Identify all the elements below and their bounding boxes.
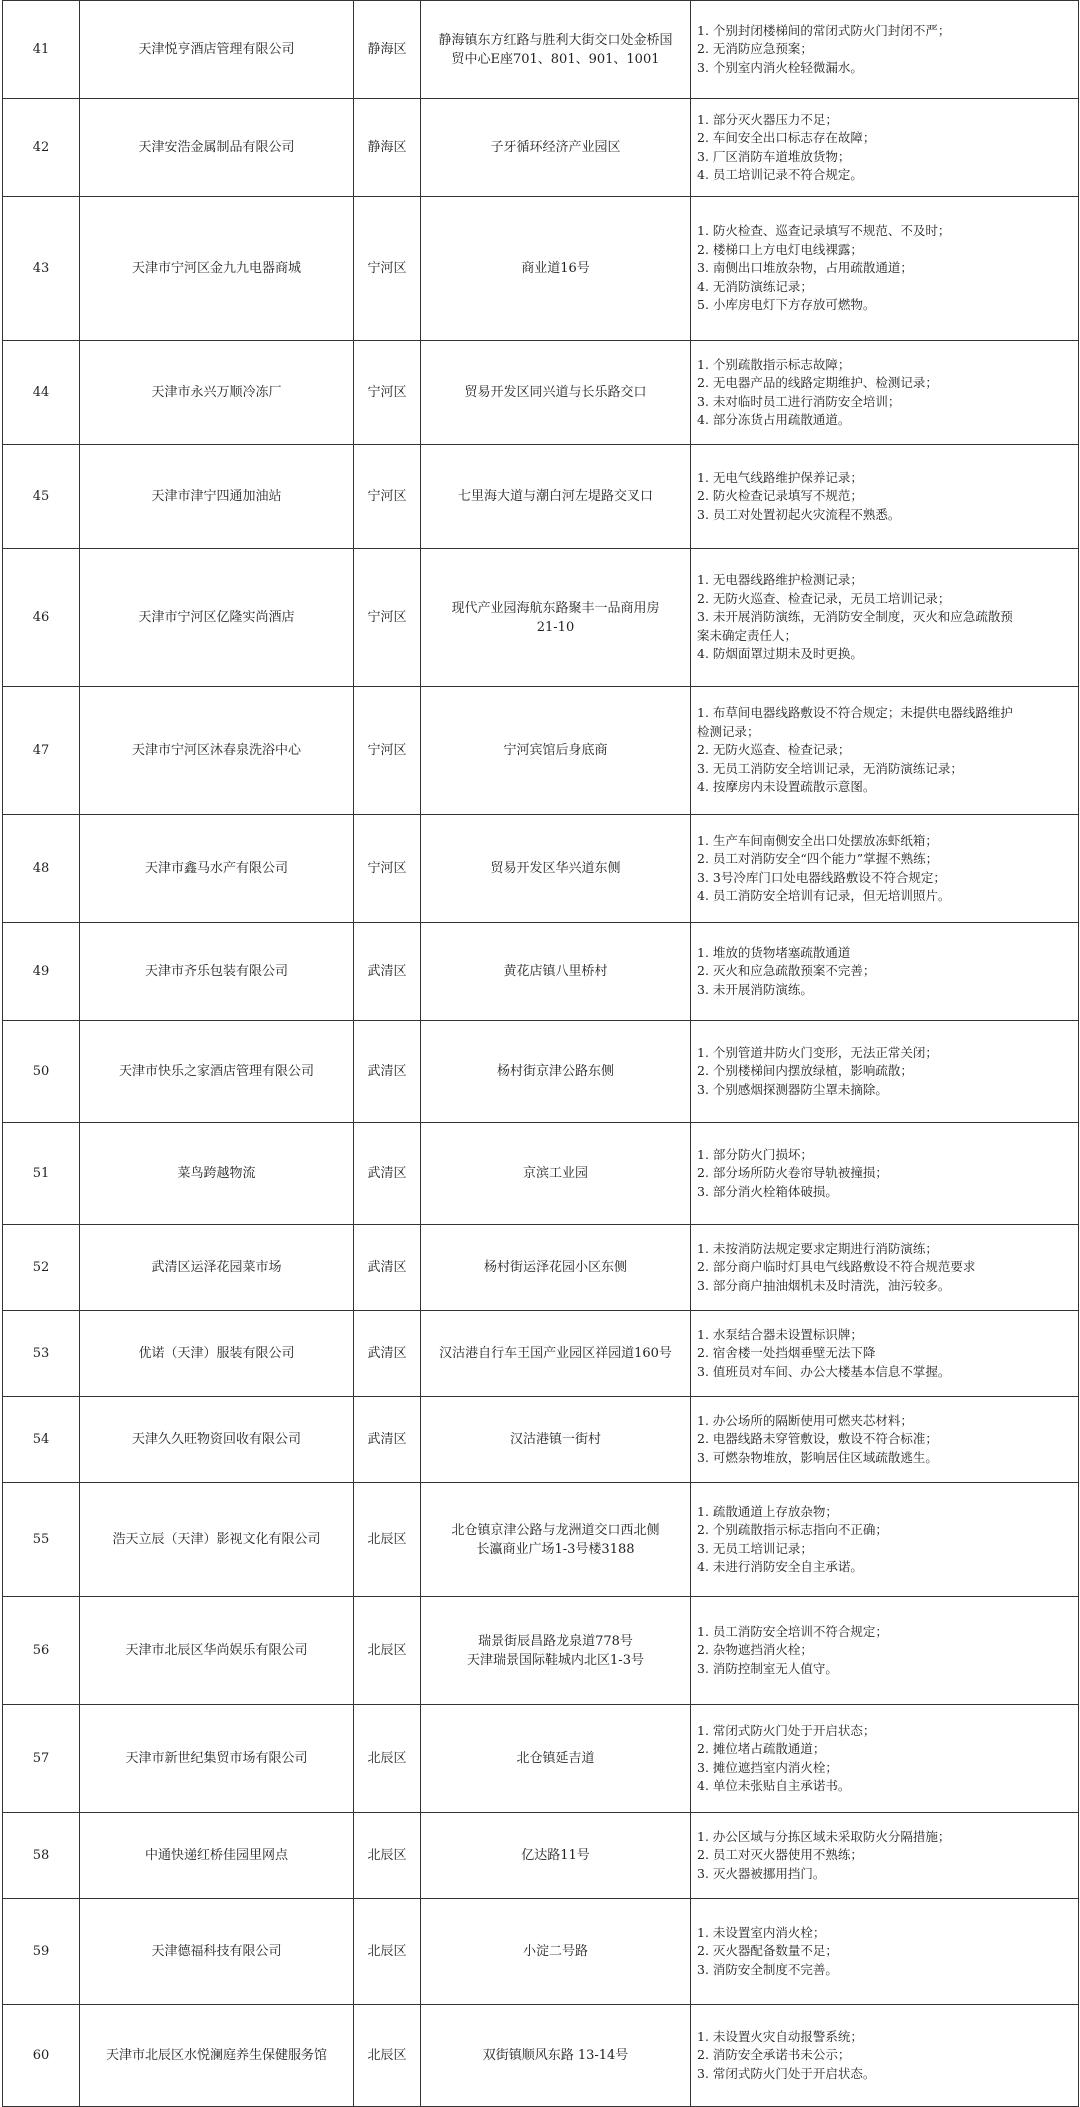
address <box>421 1899 691 2005</box>
table-row <box>3 1483 1079 1597</box>
issue-item: 3. 常闭式防火门处于开启状态。 <box>697 2065 876 2081</box>
company-name: 天津悦亨酒店管理有限公司 <box>80 1 354 99</box>
table-row <box>3 1705 1079 1813</box>
table-row <box>3 99 1079 197</box>
issue-item: 4. 部分冻货占用疏散通道。 <box>697 412 851 427</box>
company-name: 天津市快乐之家酒店管理有限公司 <box>80 1021 354 1123</box>
issues-list <box>691 1 1079 99</box>
table-row <box>3 687 1079 815</box>
district: 北辰区 <box>354 2005 421 2107</box>
issue-item: 3. 员工对处置初起火灾流程不熟悉。 <box>697 506 901 522</box>
issue-item: 1. 部分防火门损坏； <box>697 1146 813 1162</box>
issue-item: 2. 车间安全出口标志存在故障； <box>697 130 876 145</box>
issue-item: 1. 个别疏散指示标志故障； <box>697 356 851 372</box>
address-line: 天津瑞景国际鞋城内北区1-3号 <box>467 1652 644 1668</box>
address-line: 子牙循环经济产业园区 <box>490 140 621 155</box>
table-row <box>3 1225 1079 1311</box>
district: 北辰区 <box>354 1705 421 1813</box>
address-line: 杨村街京津公路东侧 <box>496 1064 614 1079</box>
company-name: 中通快递红桥佳园里网点 <box>80 1813 354 1899</box>
company-name: 天津市永兴万顺冷冻厂 <box>80 341 354 445</box>
address-line: 亿达路11号 <box>521 1848 590 1863</box>
issue-item: 2. 无防火巡查、检查记录，无员工培训记录； <box>697 590 951 606</box>
address-line: 宁河宾馆后身底商 <box>503 743 608 758</box>
issue-item: 3. 消防控制室无人值守。 <box>697 1660 838 1676</box>
address <box>421 1705 691 1813</box>
issue-item: 2. 个别楼梯间内摆放绿植，影响疏散； <box>697 1063 913 1079</box>
issue-item: 1. 办公区域与分拣区域未采取防火分隔措施； <box>697 1828 951 1844</box>
issue-item: 2. 电器线路未穿管敷设，敷设不符合标准； <box>697 1431 938 1447</box>
issue-item: 2. 宿舍楼一处挡烟垂壁无法下降 <box>697 1345 876 1361</box>
row-number: 55 <box>3 1483 80 1597</box>
issue-item: 3. 个别感烟探测器防尘罩未摘除。 <box>697 1081 888 1097</box>
issue-item: 1. 未按消防法规定要求定期进行消防演练； <box>697 1240 938 1256</box>
issue-item: 3. 部分消火栓箱体破损。 <box>697 1183 838 1199</box>
table-row <box>3 815 1079 923</box>
issue-item: 3. 无员工培训记录； <box>697 1540 813 1556</box>
district: 宁河区 <box>354 197 421 341</box>
issue-item: 3. 灭火器被挪用挡门。 <box>697 1865 826 1881</box>
district: 宁河区 <box>354 549 421 687</box>
address <box>421 445 691 549</box>
company-name: 天津市新世纪集贸市场有限公司 <box>80 1705 354 1813</box>
issues-list <box>691 687 1079 815</box>
row-number: 46 <box>3 549 80 687</box>
address-line: 杨村街运泽花园小区东侧 <box>483 1260 627 1275</box>
issues-list <box>691 815 1079 923</box>
issue-item: 1. 部分灭火器压力不足； <box>697 111 838 127</box>
issues-list <box>691 1483 1079 1597</box>
issue-item: 2. 个别疏散指示标志指向不正确； <box>697 1522 888 1537</box>
address-line: 汉沽港镇一街村 <box>509 1432 601 1447</box>
issues-list <box>691 1397 1079 1483</box>
row-number: 52 <box>3 1225 80 1311</box>
table-row <box>3 341 1079 445</box>
issue-item: 3. 厂区消防车道堆放货物； <box>697 148 851 164</box>
issue-item: 2. 杂物遮挡消火栓； <box>697 1642 813 1658</box>
address <box>421 687 691 815</box>
address-line: 21-10 <box>536 619 575 635</box>
row-number: 56 <box>3 1597 80 1705</box>
district: 武清区 <box>354 1123 421 1225</box>
issues-list <box>691 1597 1079 1705</box>
company-name: 优诺（天津）服装有限公司 <box>80 1311 354 1397</box>
address <box>421 1 691 99</box>
issue-item: 案未确定责任人； <box>697 627 798 643</box>
issue-item: 1. 个别封闭楼梯间的常闭式防火门封闭不严； <box>697 22 951 38</box>
issue-item: 3. 南侧出口堆放杂物，占用疏散通道； <box>697 260 913 276</box>
table-row <box>3 1 1079 99</box>
issue-item: 1. 员工消防安全培训不符合规定； <box>697 1623 888 1639</box>
address-line: 汉沽港自行车王国产业园区祥园道160号 <box>439 1346 672 1361</box>
issue-item: 1. 常闭式防火门处于开启状态； <box>697 1722 876 1738</box>
address-line: 贸易开发区同兴道与长乐路交口 <box>464 385 647 400</box>
issue-item: 2. 员工对灭火器使用不熟练； <box>697 1847 863 1863</box>
company-name: 天津安浩金属制品有限公司 <box>80 99 354 197</box>
row-number: 41 <box>3 1 80 99</box>
issue-item: 2. 无消防应急预案； <box>697 41 813 57</box>
issue-item: 1. 个别管道井防火门变形，无法正常关闭； <box>697 1044 938 1060</box>
row-number: 42 <box>3 99 80 197</box>
row-number: 60 <box>3 2005 80 2107</box>
address <box>421 1225 691 1311</box>
table-row <box>3 1021 1079 1123</box>
district: 北辰区 <box>354 1813 421 1899</box>
address <box>421 549 691 687</box>
address <box>421 99 691 197</box>
table-row <box>3 197 1079 341</box>
issue-item: 1. 未设置室内消火栓； <box>697 1924 826 1940</box>
company-name: 天津市齐乐包装有限公司 <box>80 923 354 1021</box>
district: 武清区 <box>354 1225 421 1311</box>
issue-item: 1. 布草间电器线路敷设不符合规定；未提供电器线路维护 <box>697 705 1013 721</box>
row-number: 51 <box>3 1123 80 1225</box>
issues-list <box>691 2005 1079 2107</box>
company-name: 天津市北辰区华尚娱乐有限公司 <box>80 1597 354 1705</box>
issue-item: 2. 部分商户临时灯具电气线路敷设不符合规范要求 <box>697 1259 976 1275</box>
issue-item: 4. 按摩房内未设置疏散示意图。 <box>697 779 876 795</box>
issue-item: 3. 消防安全制度不完善。 <box>697 1961 838 1977</box>
address-line: 七里海大道与潮白河左堤路交叉口 <box>457 489 653 504</box>
company-name: 天津市宁河区金九九电器商城 <box>80 197 354 341</box>
address <box>421 923 691 1021</box>
company-name: 天津市宁河区亿隆实尚酒店 <box>80 549 354 687</box>
issue-item: 2. 灭火器配备数量不足； <box>697 1943 838 1959</box>
company-name: 天津市津宁四通加油站 <box>80 445 354 549</box>
company-name: 天津久久旺物资回收有限公司 <box>80 1397 354 1483</box>
row-number: 48 <box>3 815 80 923</box>
table-row <box>3 1397 1079 1483</box>
address-line: 小淀二号路 <box>522 1944 588 1959</box>
issues-list <box>691 445 1079 549</box>
district: 静海区 <box>354 99 421 197</box>
company-name: 菜鸟跨越物流 <box>80 1123 354 1225</box>
table-row <box>3 1813 1079 1899</box>
company-name: 天津市鑫马水产有限公司 <box>80 815 354 923</box>
issue-item: 检测记录； <box>697 723 760 739</box>
company-name: 武清区运泽花园菜市场 <box>80 1225 354 1311</box>
table-row <box>3 1597 1079 1705</box>
issue-item: 4. 员工培训记录不符合规定。 <box>697 167 863 182</box>
issue-item: 2. 消防安全承诺书未公示； <box>697 2047 851 2063</box>
issue-item: 3. 值班员对车间、办公大楼基本信息不掌握。 <box>697 1363 951 1379</box>
address-line: 现代产业园海航东路聚丰一品商用房 <box>451 600 660 616</box>
address-line: 长瀛商业广场1-3号楼3188 <box>476 1541 635 1557</box>
issue-item: 3. 部分商户抽油烟机未及时清洗，油污较多。 <box>697 1277 951 1293</box>
issues-list <box>691 1311 1079 1397</box>
row-number: 50 <box>3 1021 80 1123</box>
address-line: 瑞景街辰昌路龙泉道778号 <box>478 1633 633 1649</box>
district: 宁河区 <box>354 341 421 445</box>
address <box>421 1597 691 1705</box>
address <box>421 1813 691 1899</box>
address-line: 静海镇东方红路与胜利大街交口处金桥国 <box>438 32 673 48</box>
table-row <box>3 1899 1079 2005</box>
issue-item: 4. 防烟面罩过期未及时更换。 <box>697 646 863 662</box>
address-line: 黄花店镇八里桥村 <box>503 964 608 979</box>
district: 北辰区 <box>354 1597 421 1705</box>
issue-item: 3. 未开展消防演练。 <box>697 981 813 997</box>
issues-list <box>691 1899 1079 2005</box>
row-number: 49 <box>3 923 80 1021</box>
issue-item: 1. 无电器线路维护检测记录； <box>697 572 863 588</box>
issues-list <box>691 1225 1079 1311</box>
row-number: 58 <box>3 1813 80 1899</box>
address <box>421 1311 691 1397</box>
inspection-table <box>2 0 1079 2107</box>
row-number: 54 <box>3 1397 80 1483</box>
issue-item: 1. 疏散通道上存放杂物； <box>697 1503 838 1519</box>
district: 宁河区 <box>354 815 421 923</box>
issue-item: 3. 摊位遮挡室内消火栓； <box>697 1759 838 1775</box>
row-number: 43 <box>3 197 80 341</box>
issue-item: 3. 个别室内消火栓轻微漏水。 <box>697 59 863 75</box>
table-row <box>3 549 1079 687</box>
row-number: 45 <box>3 445 80 549</box>
row-number: 57 <box>3 1705 80 1813</box>
address-line: 贸易开发区华兴道东侧 <box>490 861 621 876</box>
issue-item: 4. 员工消防安全培训有记录，但无培训照片。 <box>697 888 951 903</box>
address-line: 商业道16号 <box>521 261 590 276</box>
address-line: 双街镇顺风东路 13-14号 <box>482 2048 629 2063</box>
district: 武清区 <box>354 1311 421 1397</box>
issue-item: 1. 无电气线路维护保养记录； <box>697 469 863 485</box>
address <box>421 341 691 445</box>
issues-list <box>691 1705 1079 1813</box>
company-name: 天津德福科技有限公司 <box>80 1899 354 2005</box>
issue-item: 1. 办公场所的隔断使用可燃夹芯材料； <box>697 1412 913 1428</box>
issues-list <box>691 99 1079 197</box>
district: 宁河区 <box>354 687 421 815</box>
issue-item: 1. 未设置火灾自动报警系统； <box>697 2028 863 2044</box>
table-row <box>3 1311 1079 1397</box>
district: 北辰区 <box>354 1899 421 2005</box>
issue-item: 1. 生产车间南侧安全出口处摆放冻虾纸箱； <box>697 832 938 848</box>
issue-item: 1. 防火检查、巡查记录填写不规范、不及时； <box>697 223 951 239</box>
issue-item: 2. 防火检查记录填写不规范； <box>697 488 863 504</box>
row-number: 44 <box>3 341 80 445</box>
issue-item: 4. 单位未张贴自主承诺书。 <box>697 1778 851 1793</box>
issue-item: 2. 部分场所防火卷帘导轨被撞损； <box>697 1165 888 1181</box>
row-number: 47 <box>3 687 80 815</box>
issue-item: 3. 无员工消防安全培训记录，无消防演练记录； <box>697 760 963 776</box>
issue-item: 2. 楼梯口上方电灯电线裸露； <box>697 241 863 257</box>
issues-list <box>691 923 1079 1021</box>
issue-item: 1. 水泵结合器未设置标识牌； <box>697 1326 863 1342</box>
company-name: 浩天立辰（天津）影视文化有限公司 <box>80 1483 354 1597</box>
issue-item: 2. 灭火和应急疏散预案不完善； <box>697 963 876 979</box>
issues-list <box>691 1123 1079 1225</box>
row-number: 53 <box>3 1311 80 1397</box>
table-row <box>3 1123 1079 1225</box>
district: 武清区 <box>354 923 421 1021</box>
address <box>421 197 691 341</box>
issue-item: 5. 小库房电灯下方存放可燃物。 <box>697 297 876 313</box>
issues-list <box>691 1021 1079 1123</box>
address <box>421 1483 691 1597</box>
issues-list <box>691 1813 1079 1899</box>
company-name: 天津市宁河区沐春泉洗浴中心 <box>80 687 354 815</box>
address <box>421 1397 691 1483</box>
table-row <box>3 923 1079 1021</box>
address-line: 北仓镇京津公路与龙洲道交口西北侧 <box>451 1522 660 1538</box>
company-name: 天津市北辰区水悦澜庭养生保健服务馆 <box>80 2005 354 2107</box>
issue-item: 2. 无电器产品的线路定期维护、检测记录； <box>697 375 938 390</box>
address <box>421 1123 691 1225</box>
address <box>421 815 691 923</box>
issue-item: 1. 堆放的货物堵塞疏散通道 <box>697 944 851 960</box>
district: 武清区 <box>354 1397 421 1483</box>
issue-item: 2. 员工对消防安全“四个能力”掌握不熟练； <box>697 851 939 866</box>
table-row <box>3 445 1079 549</box>
issue-item: 3. 未对临时员工进行消防安全培训； <box>697 393 901 409</box>
address-line: 京滨工业园 <box>522 1166 588 1181</box>
address <box>421 2005 691 2107</box>
issue-item: 3. 未开展消防演练，无消防安全制度，灭火和应急疏散预 <box>697 609 1013 625</box>
district: 静海区 <box>354 1 421 99</box>
issue-item: 3. 3号冷库门口处电器线路敷设不符合规定； <box>697 869 946 885</box>
issue-item: 2. 无防火巡查、检查记录； <box>697 742 851 758</box>
address-line: 贸中心E座701、801、901、1001 <box>451 51 660 67</box>
address-line: 北仓镇延吉道 <box>516 1751 595 1766</box>
table-row <box>3 2005 1079 2107</box>
row-number: 59 <box>3 1899 80 2005</box>
table-body <box>3 1 1079 2107</box>
issue-item: 4. 未进行消防安全自主承诺。 <box>697 1559 863 1574</box>
issue-item: 4. 无消防演练记录； <box>697 278 813 294</box>
district: 武清区 <box>354 1021 421 1123</box>
address <box>421 1021 691 1123</box>
district: 北辰区 <box>354 1483 421 1597</box>
district: 宁河区 <box>354 445 421 549</box>
issue-item: 3. 可燃杂物堆放，影响居住区域疏散逃生。 <box>697 1449 938 1465</box>
issues-list <box>691 341 1079 445</box>
issue-item: 2. 摊位堵占疏散通道； <box>697 1741 826 1756</box>
issues-list <box>691 549 1079 687</box>
issues-list <box>691 197 1079 341</box>
